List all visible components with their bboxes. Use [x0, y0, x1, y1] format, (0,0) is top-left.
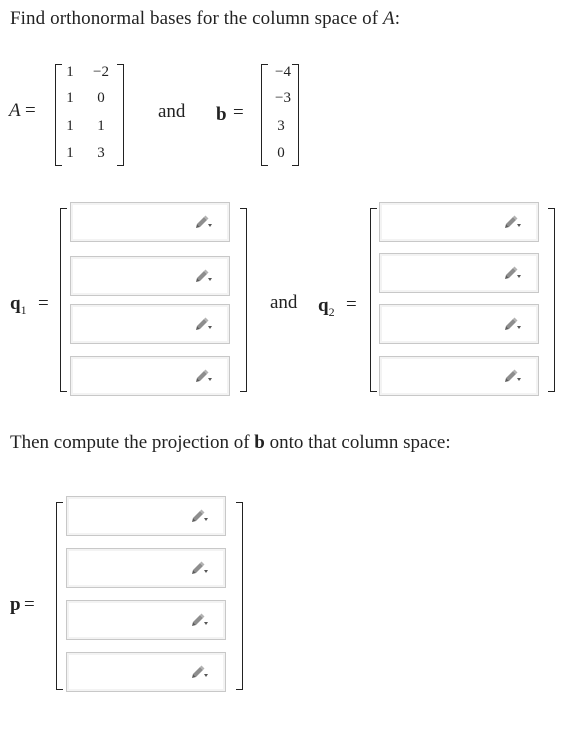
vector-b-cell: 0 [277, 145, 285, 161]
pencil-dropdown-icon[interactable] [191, 509, 209, 523]
projection-prompt-tail: onto that column space: [264, 432, 451, 453]
matrix-a-cell: 1 [66, 118, 74, 134]
pencil-dropdown-icon[interactable] [504, 369, 522, 383]
pencil-dropdown-icon[interactable] [195, 317, 213, 331]
connector-and: and [270, 292, 298, 313]
vector-b-equals: = [233, 102, 244, 123]
q1-left-bracket [60, 208, 67, 392]
q2-label [318, 295, 335, 320]
pencil-dropdown-icon[interactable] [195, 215, 213, 229]
matrix-a-equals: = [25, 100, 36, 121]
q1-right-bracket [240, 208, 247, 392]
vector-b-cell: −4 [275, 64, 291, 80]
pencil-dropdown-icon[interactable] [195, 369, 213, 383]
matrix-a-cell: 0 [97, 90, 105, 106]
matrix-a-cell: −2 [93, 64, 109, 80]
matrix-a-label: A [9, 100, 21, 121]
q1-label-main: q [10, 293, 21, 314]
pencil-dropdown-icon[interactable] [504, 215, 522, 229]
matrix-a-cell: 1 [66, 64, 74, 80]
matrix-a-right-bracket [117, 64, 124, 166]
vector-b-label: b [216, 104, 227, 125]
vector-b-cell: −3 [275, 90, 291, 106]
q1-equals: = [38, 293, 49, 314]
projection-prompt-text: Then compute the projection of [10, 432, 255, 453]
p-label: p [10, 594, 21, 615]
prompt-variable: A [383, 8, 395, 29]
pencil-dropdown-icon[interactable] [191, 613, 209, 627]
vector-b-left-bracket [261, 64, 268, 166]
p-left-bracket [56, 502, 63, 690]
pencil-dropdown-icon[interactable] [195, 269, 213, 283]
question-prompt [10, 8, 400, 30]
q2-label-main: q [318, 295, 329, 316]
q1-label-sub: 1 [20, 302, 27, 317]
q1-label [10, 293, 27, 318]
q2-equals: = [346, 294, 357, 315]
connector-and: and [158, 101, 186, 122]
matrix-a-cell: 1 [66, 90, 74, 106]
projection-prompt [10, 432, 451, 454]
pencil-dropdown-icon[interactable] [191, 561, 209, 575]
pencil-dropdown-icon[interactable] [504, 317, 522, 331]
prompt-colon: : [394, 8, 401, 29]
p-equals: = [24, 594, 35, 615]
vector-b-cell: 3 [277, 118, 285, 134]
projection-prompt-variable: b [254, 432, 265, 453]
matrix-a-cell: 3 [97, 145, 105, 161]
matrix-a-cell: 1 [97, 118, 105, 134]
pencil-dropdown-icon[interactable] [191, 665, 209, 679]
matrix-a-cell: 1 [66, 145, 74, 161]
pencil-dropdown-icon[interactable] [504, 266, 522, 280]
q2-right-bracket [548, 208, 555, 392]
prompt-text: Find orthonormal bases for the column space of [10, 8, 384, 29]
q2-label-sub: 2 [328, 304, 335, 319]
q2-left-bracket [370, 208, 377, 392]
p-right-bracket [236, 502, 243, 690]
